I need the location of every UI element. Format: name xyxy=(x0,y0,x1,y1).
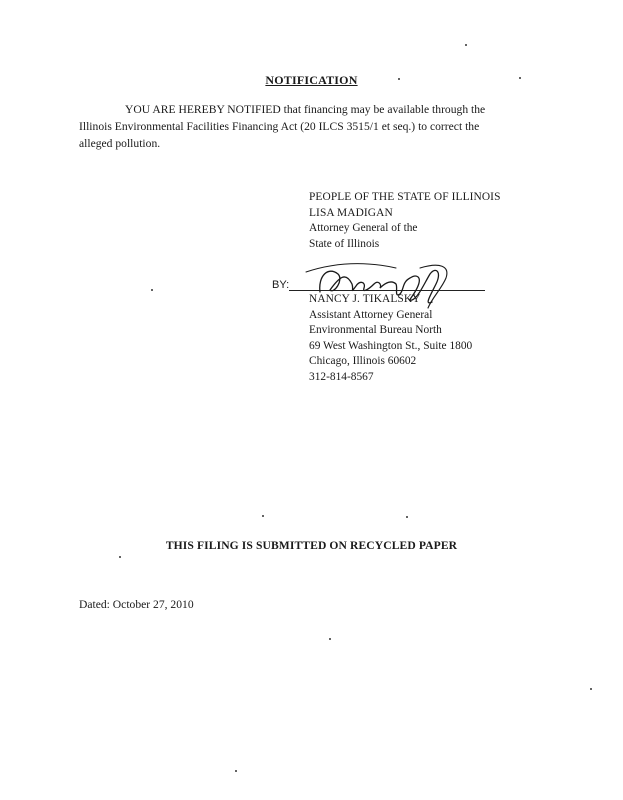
signature-line-state: State of Illinois xyxy=(309,237,380,250)
signature-block xyxy=(309,190,501,252)
notification-paragraph: YOU ARE HEREBY NOTIFIED that financing may be available through the Illinois Environmental Facilities Financing Act (20 ILCS 3515/1 et seq.) to correct the alleged pollution. xyxy=(79,103,486,150)
scan-speck xyxy=(262,515,264,517)
by-label: BY: xyxy=(272,279,290,291)
attorney-bureau: Environmental Bureau North xyxy=(309,324,442,336)
scan-speck xyxy=(590,688,592,690)
recycled-paper-notice: THIS FILING IS SUBMITTED ON RECYCLED PAPER xyxy=(165,539,458,552)
signature-line-attorney-general-name: LISA MADIGAN xyxy=(309,206,393,219)
signature-line-people: PEOPLE OF THE STATE OF ILLINOIS xyxy=(309,191,501,203)
scan-speck xyxy=(151,289,153,291)
scan-speck xyxy=(519,77,521,79)
attorney-phone: 312-814-8567 xyxy=(309,370,374,383)
scan-speck xyxy=(406,516,408,518)
document-title: NOTIFICATION xyxy=(265,73,358,87)
attorney-city: Chicago, Illinois 60602 xyxy=(309,355,417,367)
signature-line-office: Attorney General of the xyxy=(309,222,418,234)
attorney-name: NANCY J. TIKALSKY xyxy=(309,293,421,305)
scan-speck xyxy=(329,638,331,640)
scan-speck xyxy=(465,44,467,46)
attorney-address: 69 West Washington St., Suite 1800 xyxy=(309,339,473,352)
attorney-title: Assistant Attorney General xyxy=(309,308,433,321)
scan-speck xyxy=(398,78,400,80)
scan-speck xyxy=(235,770,237,772)
scan-speck xyxy=(119,556,121,558)
dated-line: Dated: October 27, 2010 xyxy=(79,598,194,611)
attorney-block xyxy=(309,292,472,385)
